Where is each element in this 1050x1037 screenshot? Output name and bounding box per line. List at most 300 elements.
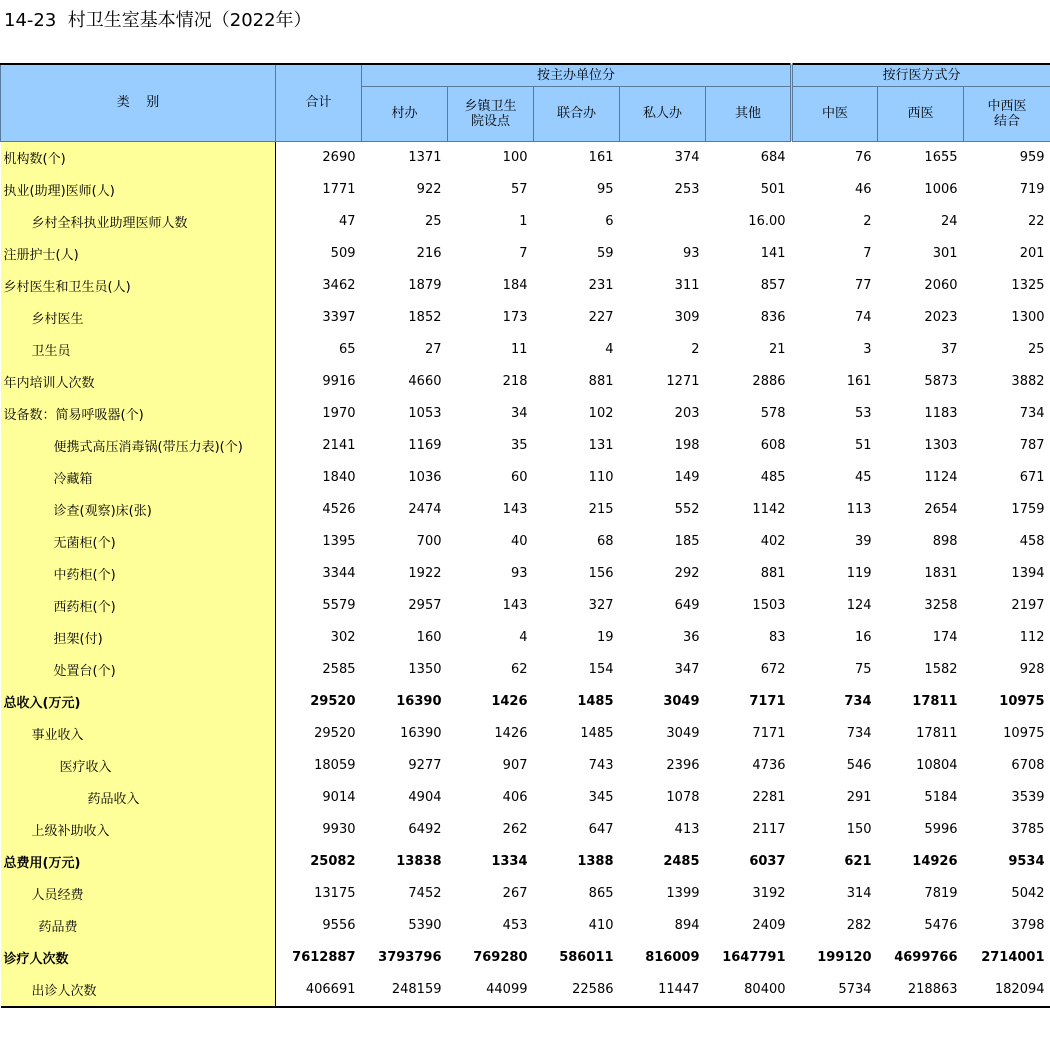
table-cell: 174 [932,630,958,645]
table-cell: 347 [674,662,700,677]
data-table [0,63,1050,1008]
table-cell: 292 [674,566,700,581]
table-cell: 1006 [924,182,958,197]
table-row [1,398,1050,430]
table-cell: 201 [1019,246,1045,261]
table-cell: 3258 [924,598,958,613]
table-cell: 25 [424,214,442,229]
table-cell: 173 [502,310,528,325]
table-cell: 509 [330,246,356,261]
table-cell: 110 [588,470,614,485]
table-cell: 3462 [322,278,356,293]
table-cell: 7171 [752,726,786,741]
table-cell: 9556 [322,918,356,933]
table-cell: 80400 [706,974,792,1007]
column-header-text: 乡镇卫生院设点 [464,98,517,129]
table-cell: 586011 [559,950,614,965]
table-cell: 1840 [322,470,356,485]
table-cell: 16390 [396,694,442,709]
table-cell: 1036 [408,470,442,485]
table-row [1,686,1050,718]
table-cell: 1 [519,214,528,229]
table-cell: 1399 [666,886,700,901]
table-cell: 406 [502,790,528,805]
table-cell: 898 [932,534,958,549]
table-cell: 1271 [666,374,700,389]
table-cell: 3049 [663,694,700,709]
table-cell: 1388 [577,854,614,869]
table-cell: 2957 [408,598,442,613]
table-cell: 2281 [752,790,786,805]
table-cell: 485 [760,470,786,485]
row-label: 担架(付) [1,622,276,654]
table-cell: 9534 [1008,854,1045,869]
table-cell: 501 [760,182,786,197]
table-cell: 406691 [276,974,362,1007]
table-row [1,942,1050,974]
row-label: 卫生员 [1,334,276,366]
column-header-text: 中西医结合 [987,98,1027,129]
table-cell: 546 [846,758,872,773]
table-cell: 649 [674,598,700,613]
table-cell: 29520 [314,726,356,741]
table-cell: 816009 [645,950,700,965]
table-cell: 787 [1019,438,1045,453]
table-row [1,462,1050,494]
table-cell: 6492 [408,822,442,837]
table-row [1,622,1050,654]
table-row [1,238,1050,270]
table-row [1,878,1050,910]
table-cell: 22 [1027,214,1045,229]
table-cell: 27 [424,342,442,357]
table-cell: 458 [1019,534,1045,549]
category-header: 类 别 [1,64,276,141]
row-label: 无菌柜(个) [1,526,276,558]
table-cell: 3785 [1011,822,1045,837]
table-cell: 836 [760,310,786,325]
table-cell: 7 [519,246,528,261]
table-cell: 45 [854,470,872,485]
table-cell: 3344 [322,566,356,581]
table-cell: 7 [863,246,872,261]
table-cell: 6708 [1011,758,1045,773]
table-cell: 13838 [396,854,442,869]
table-cell: 34 [510,406,528,421]
table-cell: 5476 [924,918,958,933]
table-cell: 119 [846,566,872,581]
table-cell: 102 [588,406,614,421]
table-cell: 83 [768,630,786,645]
table-cell: 59 [596,246,614,261]
row-label: 设备数：简易呼吸器(个) [1,398,276,430]
table-cell: 141 [760,246,786,261]
column-header [964,86,1050,141]
table-row [1,526,1050,558]
table-cell: 3 [863,342,872,357]
table-cell: 7612887 [292,950,356,965]
table-cell: 309 [674,310,700,325]
table-cell: 161 [588,150,614,165]
table-cell: 184 [502,278,528,293]
table-cell: 5873 [924,374,958,389]
table-cell: 769280 [473,950,528,965]
table-cell: 3397 [322,310,356,325]
table-cell: 922 [416,182,442,197]
table-cell: 1371 [408,150,442,165]
table-cell: 719 [1019,182,1045,197]
row-label: 西药柜(个) [1,590,276,622]
table-cell: 17811 [912,694,958,709]
table-cell: 215 [588,502,614,517]
table-cell: 302 [330,630,356,645]
table-cell: 39 [854,534,872,549]
table-cell: 112 [1019,630,1045,645]
table-cell: 248159 [362,974,448,1007]
table-cell: 1124 [924,470,958,485]
table-cell: 57 [510,182,528,197]
table-cell: 3798 [1011,918,1045,933]
table-cell: 4904 [408,790,442,805]
table-cell: 25082 [310,854,356,869]
table-cell: 22586 [534,974,620,1007]
table-cell: 2197 [1011,598,1045,613]
table-cell: 11447 [620,974,706,1007]
table-cell: 51 [854,438,872,453]
table-cell: 4 [519,630,528,645]
table-cell: 1970 [322,406,356,421]
table-cell: 35 [510,438,528,453]
column-header: 联合办 [534,86,620,141]
table-cell: 1647791 [722,950,786,965]
table-cell: 14926 [912,854,958,869]
table-cell: 218 [502,374,528,389]
table-cell: 3192 [752,886,786,901]
table-cell: 3539 [1011,790,1045,805]
table-cell: 149 [674,470,700,485]
table-row [1,654,1050,686]
table-cell: 21 [768,342,786,357]
table-cell: 9277 [408,758,442,773]
table-cell: 93 [510,566,528,581]
table-cell: 76 [854,150,872,165]
table-cell: 143 [502,502,528,517]
table-cell: 7819 [924,886,958,901]
table-cell: 865 [588,886,614,901]
table-body [1,141,1050,1007]
table-cell: 218863 [878,974,964,1007]
table-cell: 1394 [1011,566,1045,581]
table-cell: 700 [416,534,442,549]
table-cell: 881 [760,566,786,581]
table-cell: 1426 [494,726,528,741]
table-cell: 3882 [1011,374,1045,389]
table-cell: 5996 [924,822,958,837]
row-label: 乡村全科执业助理医师人数 [1,206,276,238]
table-cell: 47 [338,214,356,229]
table-cell: 253 [674,182,700,197]
table-cell: 1759 [1011,502,1045,517]
table-cell: 621 [844,854,872,869]
row-label: 人员经费 [1,878,276,910]
table-cell: 1485 [577,694,614,709]
table-row [1,718,1050,750]
table-cell: 74 [854,310,872,325]
column-header: 中医 [792,86,878,141]
table-row [1,558,1050,590]
table-cell: 160 [416,630,442,645]
row-label: 诊疗人次数 [1,942,276,974]
table-cell: 4736 [752,758,786,773]
table-cell: 1485 [580,726,614,741]
table-cell: 578 [760,406,786,421]
row-label: 诊查(观察)床(张) [1,494,276,526]
table-cell: 198 [674,438,700,453]
table-cell: 18059 [314,758,356,773]
table-cell: 734 [846,726,872,741]
table-cell: 928 [1019,662,1045,677]
table-row [1,430,1050,462]
table-cell: 1053 [408,406,442,421]
row-label: 执业(助理)医师(人) [1,174,276,206]
table-cell: 267 [502,886,528,901]
table-cell: 68 [596,534,614,549]
table-row [1,814,1050,846]
table-cell: 881 [588,374,614,389]
table-cell: 2396 [666,758,700,773]
table-cell [620,206,706,238]
table-cell: 314 [846,886,872,901]
column-header: 村办 [362,86,448,141]
row-label: 乡村医生和卫生员(人) [1,270,276,302]
table-cell: 37 [940,342,958,357]
table-cell: 2 [863,214,872,229]
table-cell: 19 [596,630,614,645]
table-cell: 743 [588,758,614,773]
table-row [1,302,1050,334]
page-title: 14-23 村卫生室基本情况（2022年） [4,10,312,31]
row-label: 处置台(个) [1,654,276,686]
table-cell: 413 [674,822,700,837]
table-cell: 2886 [752,374,786,389]
table-cell: 291 [846,790,872,805]
row-label: 便携式高压消毒锅(带压力表)(个) [1,430,276,462]
table-cell: 13175 [314,886,356,901]
table-cell: 1334 [491,854,528,869]
table-row [1,206,1050,238]
table-cell: 77 [854,278,872,293]
table-cell: 10975 [999,694,1045,709]
table-cell: 1922 [408,566,442,581]
table-cell: 2023 [924,310,958,325]
table-cell: 5042 [1011,886,1045,901]
table-cell: 734 [1019,406,1045,421]
table-cell: 959 [1019,150,1045,165]
table-cell: 647 [588,822,614,837]
table-cell: 100 [502,150,528,165]
row-label: 事业收入 [1,718,276,750]
table-cell: 1300 [1011,310,1045,325]
table-row [1,782,1050,814]
table-cell: 5184 [924,790,958,805]
table-cell: 156 [588,566,614,581]
table-cell: 11 [510,342,528,357]
table-cell: 2654 [924,502,958,517]
sponsor-group-header: 按主办单位分 [362,64,792,86]
table-cell: 124 [846,598,872,613]
table-row [1,270,1050,302]
table-cell: 216 [416,246,442,261]
table-row [1,141,1050,174]
table-cell: 17811 [916,726,958,741]
table-cell: 7452 [408,886,442,901]
table-cell: 95 [596,182,614,197]
table-cell: 1426 [491,694,528,709]
table-cell: 29520 [310,694,356,709]
table-cell: 1879 [408,278,442,293]
column-header: 私人办 [620,86,706,141]
table-cell: 2485 [663,854,700,869]
table-cell: 154 [588,662,614,677]
table-cell: 113 [846,502,872,517]
table-cell: 1303 [924,438,958,453]
table-cell: 5390 [408,918,442,933]
table-cell: 9014 [322,790,356,805]
table-cell: 453 [502,918,528,933]
table-cell: 7171 [749,694,786,709]
row-label: 冷藏箱 [1,462,276,494]
table-cell: 16 [854,630,872,645]
table-cell: 1771 [322,182,356,197]
row-label: 出诊人次数 [1,974,276,1007]
row-label: 药品收入 [1,782,276,814]
table-cell: 1655 [924,150,958,165]
table-cell: 1582 [924,662,958,677]
table-cell: 75 [854,662,872,677]
table-cell: 150 [846,822,872,837]
table-cell: 227 [588,310,614,325]
table-cell: 53 [854,406,872,421]
table-cell: 2117 [752,822,786,837]
table-row [1,590,1050,622]
column-header: 其他 [706,86,792,141]
row-label: 药品费 [1,910,276,942]
table-cell: 2 [691,342,700,357]
table-cell: 143 [502,598,528,613]
table-cell: 672 [760,662,786,677]
table-cell: 2714001 [981,950,1045,965]
table-cell: 1350 [408,662,442,677]
table-cell: 44099 [448,974,534,1007]
table-cell: 161 [846,374,872,389]
table-row [1,846,1050,878]
table-cell: 327 [588,598,614,613]
table-cell: 3049 [666,726,700,741]
medicine-group-header: 按行医方式分 [792,64,1050,86]
row-label: 注册护士(人) [1,238,276,270]
table-cell: 60 [510,470,528,485]
table-row [1,334,1050,366]
table-cell: 203 [674,406,700,421]
column-header [448,86,534,141]
table-cell: 9916 [322,374,356,389]
table-cell: 345 [588,790,614,805]
table-cell: 671 [1019,470,1045,485]
table-cell: 1169 [408,438,442,453]
table-cell: 4660 [408,374,442,389]
table-cell: 24 [940,214,958,229]
table-cell: 907 [502,758,528,773]
table-cell: 40 [510,534,528,549]
table-cell: 2141 [322,438,356,453]
table-cell: 4699766 [894,950,958,965]
table-cell: 65 [338,342,356,357]
table-cell: 9930 [322,822,356,837]
table-cell: 262 [502,822,528,837]
table-cell: 2585 [322,662,356,677]
table-cell: 2474 [408,502,442,517]
table-cell: 231 [588,278,614,293]
table-cell: 185 [674,534,700,549]
table-cell: 1503 [752,598,786,613]
table-cell: 1325 [1011,278,1045,293]
table-cell: 182094 [964,974,1050,1007]
table-cell: 16.00 [748,214,786,229]
row-label: 总费用(万元) [1,846,276,878]
row-label: 年内培训人次数 [1,366,276,398]
table-cell: 10804 [916,758,958,773]
row-label: 中药柜(个) [1,558,276,590]
table-cell: 6 [605,214,614,229]
table-cell: 402 [760,534,786,549]
table-cell: 25 [1027,342,1045,357]
table-cell: 4526 [322,502,356,517]
table-cell: 1831 [924,566,958,581]
table-cell: 16390 [400,726,442,741]
row-label: 总收入(万元) [1,686,276,718]
table-cell: 1852 [408,310,442,325]
table-cell: 608 [760,438,786,453]
table-row [1,366,1050,398]
table-row [1,174,1050,206]
table-cell: 734 [844,694,872,709]
table-cell: 2409 [752,918,786,933]
table-cell: 301 [932,246,958,261]
table-cell: 1183 [924,406,958,421]
table-cell: 2060 [924,278,958,293]
table-cell: 552 [674,502,700,517]
table-row [1,494,1050,526]
table-cell: 1078 [666,790,700,805]
table-cell: 311 [674,278,700,293]
table-cell: 4 [605,342,614,357]
table-cell: 374 [674,150,700,165]
table-cell: 62 [510,662,528,677]
table-row [1,974,1050,1007]
row-label: 机构数(个) [1,141,276,174]
table-row [1,750,1050,782]
table-cell: 282 [846,918,872,933]
table-cell: 36 [682,630,700,645]
column-header: 西医 [878,86,964,141]
table-cell: 410 [588,918,614,933]
table-cell: 2690 [322,150,356,165]
table-row [1,910,1050,942]
table-cell: 131 [588,438,614,453]
table-cell: 894 [674,918,700,933]
table-cell: 93 [682,246,700,261]
table-cell: 10975 [1003,726,1045,741]
